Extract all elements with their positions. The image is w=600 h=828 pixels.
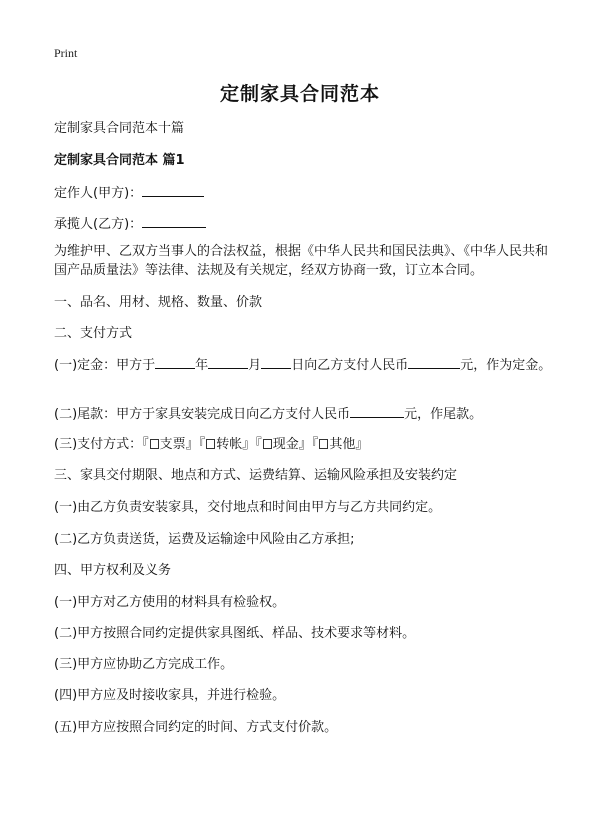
payment-methods-clause xyxy=(54,435,554,454)
clause-3-item-1: (一)由乙方负责安装家具，交付地点和时间由甲方与乙方共同约定。 xyxy=(54,500,442,515)
deposit-text-4: 日向乙方支付人民币 xyxy=(291,358,409,373)
deposit-day-blank xyxy=(261,355,291,369)
final-payment-clause xyxy=(54,404,554,424)
payment-option: 『 支票』 xyxy=(142,437,199,452)
clause-4-item-5: (五)甲方应按照合同约定的时间、方式支付价款。 xyxy=(54,720,338,735)
payment-option: 『 现金』 xyxy=(255,437,312,452)
final-payment-text-1: (二)尾款：甲方于家具安装完成日向乙方支付人民币 xyxy=(54,407,351,422)
clause-4-item-2: (二)甲方按照合同约定提供家具图纸、样品、技术要求等材料。 xyxy=(54,626,416,641)
section-heading: 定制家具合同范本 篇1 xyxy=(54,153,185,168)
clause-1: 一、品名、用材、规格、数量、价款 xyxy=(54,295,263,310)
deposit-month-blank xyxy=(208,355,248,369)
party-b-blank xyxy=(142,214,206,228)
document-title: 定制家具合同范本 xyxy=(219,83,380,105)
checkbox-icon xyxy=(319,439,328,449)
payment-methods-prefix: (三)支付方式： xyxy=(54,437,143,452)
clause-3-item-2: (二)乙方负责送货，运费及运输途中风险由乙方承担; xyxy=(54,532,355,547)
deposit-text-5: 元，作为定金。 xyxy=(460,358,552,373)
checkbox-icon xyxy=(206,439,215,449)
clause-2: 二、支付方式 xyxy=(54,326,133,341)
deposit-text-1: (一)定金：甲方于 xyxy=(54,358,156,373)
party-a-blank xyxy=(142,183,204,197)
deposit-clause xyxy=(54,355,554,375)
party-a-line xyxy=(54,183,554,203)
party-b-line xyxy=(54,214,554,234)
deposit-year-blank xyxy=(155,355,195,369)
intro-paragraph: 为维护甲、乙双方当事人的合法权益，根据《中华人民共和国民法典》、《中华人民共和国产品质量法》等法律、法规及有关规定，经双方协商一致，订立本合同。 xyxy=(54,244,549,278)
deposit-amount-blank xyxy=(408,355,460,369)
checkbox-icon xyxy=(263,439,272,449)
clause-4-item-4: (四)甲方应及时接收家具，并进行检验。 xyxy=(54,688,286,703)
final-payment-text-2: 元，作尾款。 xyxy=(404,407,483,422)
party-b-label: 承揽人(乙方)： xyxy=(54,217,143,232)
clause-4-item-3: (三)甲方应协助乙方完成工作。 xyxy=(54,657,234,672)
checkbox-icon xyxy=(150,439,159,449)
clause-4: 四、甲方权利及义务 xyxy=(54,563,172,578)
payment-option: 『 转帐』 xyxy=(198,437,256,452)
final-payment-amount-blank xyxy=(350,404,404,418)
clause-3: 三、家具交付期限、地点和方式、运费结算、运输风险承担及安装约定 xyxy=(54,468,458,483)
deposit-text-3: 月 xyxy=(248,358,262,373)
deposit-text-2: 年 xyxy=(195,358,209,373)
payment-option: 『 其他』 xyxy=(311,437,369,452)
party-a-label: 定作人(甲方)： xyxy=(54,186,143,201)
print-link[interactable]: Print xyxy=(54,46,78,60)
clause-4-item-1: (一)甲方对乙方使用的材料具有检验权。 xyxy=(54,595,286,610)
document-subtitle: 定制家具合同范本十篇 xyxy=(54,121,185,136)
